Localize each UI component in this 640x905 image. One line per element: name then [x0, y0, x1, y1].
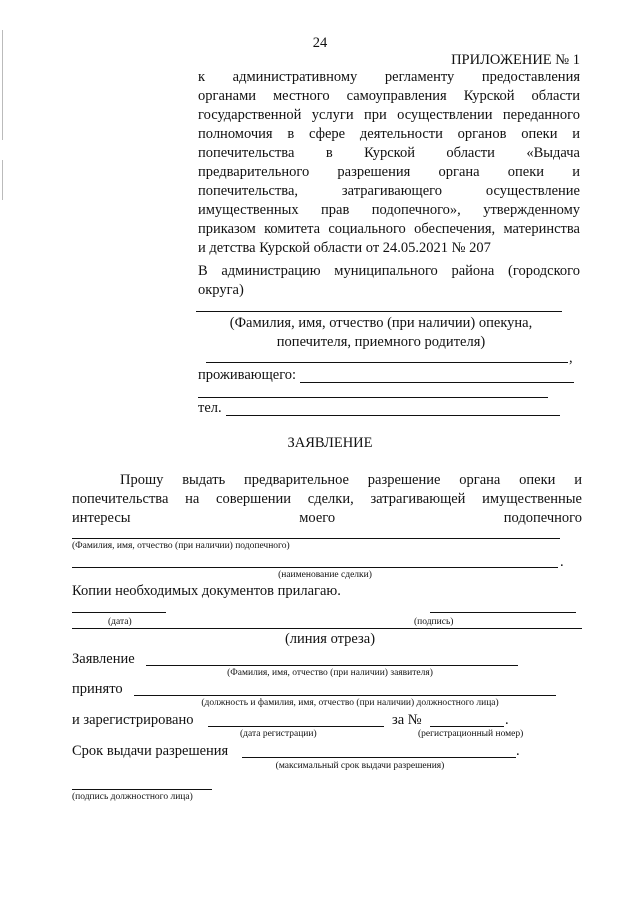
term-end: .: [516, 743, 520, 759]
term-label: Срок выдачи разрешения: [72, 743, 229, 759]
phone-label: тел.: [198, 400, 222, 416]
residing-label: проживающего:: [198, 367, 297, 383]
date-caption: (дата): [108, 617, 132, 627]
guardian-caption-line: попечителя, приемного родителя): [276, 334, 486, 350]
guardian-caption: [196, 314, 566, 352]
term-caption: (максимальный срок выдачи разрешения): [275, 761, 445, 771]
cut-line-rule: [72, 628, 582, 629]
appendix-line: государственной услуги при осуществлении переданного: [198, 107, 580, 123]
official-signature-caption: (подпись должностного лица): [72, 792, 193, 802]
signature-field[interactable]: [430, 612, 576, 613]
date-field[interactable]: [72, 612, 166, 613]
appendix-line: попечительства, затрагивающего осуществление: [198, 183, 580, 199]
appendix-line: полномочия в сфере деятельности органов опеки и: [198, 126, 580, 142]
ward-caption: (Фамилия, имя, отчество (при наличии) подопечного): [72, 541, 290, 551]
appendix-line: предварительного разрешения органа опеки и: [198, 164, 580, 180]
official-signature-field[interactable]: [72, 789, 212, 790]
addressee-line: В администрацию муниципального района (городского: [198, 263, 580, 279]
appendix-line: приказом комитета социального обеспечения, материнства: [198, 221, 580, 237]
applicant-caption: (Фамилия, имя, отчество (при наличии) заявителя): [227, 668, 433, 678]
guardian-extra-field[interactable]: [206, 362, 568, 363]
appendix-line: имущественных прав подопечного», утвержденному: [198, 202, 580, 218]
page-number: 24: [312, 35, 328, 51]
period-end: .: [505, 712, 509, 728]
guardian-caption-line: (Фамилия, имя, отчество (при наличии) опекуна,: [229, 315, 533, 331]
reg-number-caption: (регистрационный номер): [418, 729, 524, 739]
appendix-line: к административному регламенту предоставления: [198, 69, 580, 85]
scan-edge-mark: [2, 30, 3, 140]
phone-field[interactable]: [226, 415, 560, 416]
addressee-block: [198, 262, 580, 300]
reg-number-field[interactable]: [430, 726, 504, 727]
copies-text: Копии необходимых документов прилагаю.: [72, 583, 341, 599]
application-label: Заявление: [72, 651, 135, 667]
appendix-line: и детства Курской области от 24.05.2021 № 207: [198, 240, 491, 256]
residing-field-2[interactable]: [198, 397, 548, 398]
guardian-name-field[interactable]: [196, 311, 562, 312]
deal-name-field[interactable]: [72, 567, 558, 568]
signature-caption: (подпись): [414, 617, 454, 627]
official-caption: (должность и фамилия, имя, отчество (при наличии) должностного лица): [201, 698, 499, 708]
statement-line: Прошу выдать предварительное разрешение органа опеки и: [120, 472, 582, 488]
accepted-label: принято: [72, 681, 123, 697]
registered-label: и зарегистрировано: [72, 712, 194, 728]
statement-line: интересы моего подопечного: [72, 510, 582, 526]
statement-line: попечительства на совершении сделки, затрагивающей имущественные: [72, 491, 582, 507]
appendix-line: попечительства в Курской области «Выдача: [198, 145, 580, 161]
statement-title: ЗАЯВЛЕНИЕ: [287, 435, 373, 451]
cut-line-label: (линия отреза): [284, 631, 376, 647]
official-field[interactable]: [134, 695, 556, 696]
deal-end: .: [560, 554, 564, 570]
appendix-text: [198, 68, 580, 258]
term-field[interactable]: [242, 757, 516, 758]
statement-body: [72, 471, 582, 528]
applicant-field[interactable]: [146, 665, 518, 666]
reg-date-caption: (дата регистрации): [240, 729, 317, 739]
appendix-line: органами местного самоуправления Курской области: [198, 88, 580, 104]
addressee-line: округа): [198, 282, 244, 298]
number-label: за №: [392, 712, 422, 728]
deal-caption: (наименование сделки): [278, 570, 372, 580]
appendix-title: ПРИЛОЖЕНИЕ № 1: [451, 52, 580, 68]
scan-edge-mark: [2, 160, 3, 200]
reg-date-field[interactable]: [208, 726, 384, 727]
ward-name-field[interactable]: [72, 538, 560, 539]
residing-field[interactable]: [300, 382, 574, 383]
comma: ,: [569, 350, 573, 366]
